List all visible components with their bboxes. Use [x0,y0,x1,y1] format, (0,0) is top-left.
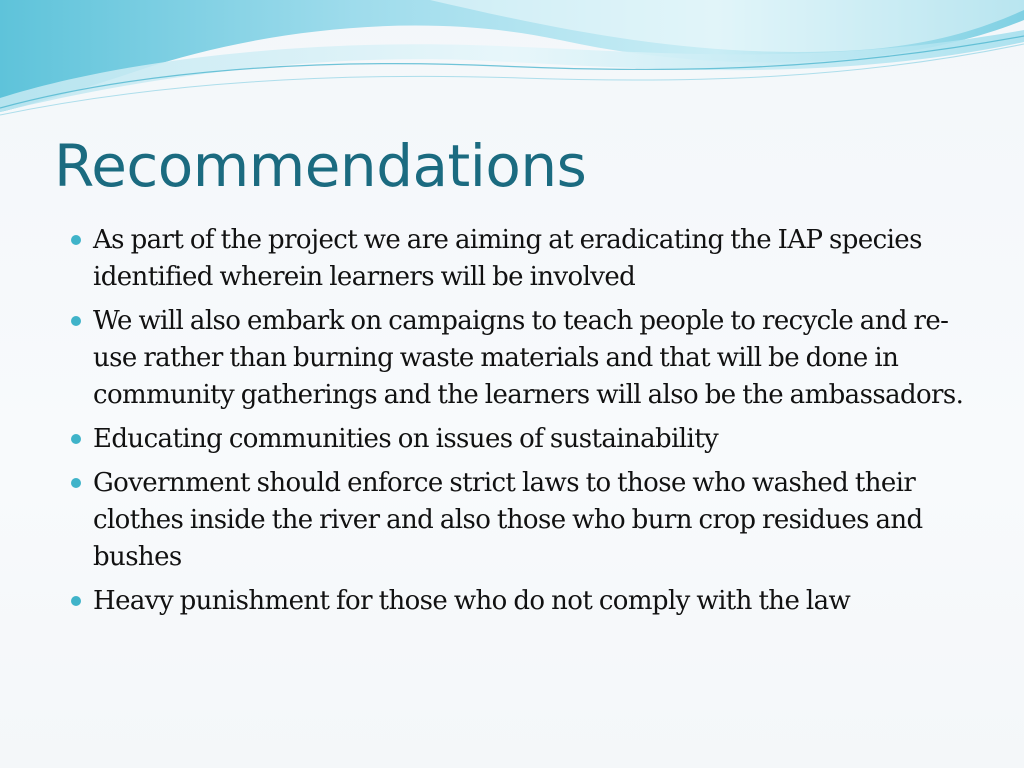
bullet-dot-icon [71,316,81,326]
bullet-text: Heavy punishment for those who do not comply with the law [93,586,851,616]
bullet-dot-icon [71,235,81,245]
bullet-item [70,465,970,576]
bullet-dot-icon [71,596,81,606]
slide-title: Recommendations [54,132,587,200]
bullet-text: We will also embark on campaigns to teach people to recycle and re-use rather than burning waste materials and that will be done in community gatherings and the learners will also be the ambassadors. [93,306,964,410]
bullet-item [70,421,970,458]
bullet-dot-icon [71,434,81,444]
bullet-item [70,303,970,414]
bullet-item [70,583,970,620]
header-wave-decoration [0,0,1024,130]
bullet-dot-icon [71,478,81,488]
bullet-list [70,222,970,627]
bullet-text: Government should enforce strict laws to those who washed their clothes inside the river and also those who burn crop residues and bushes [93,468,923,572]
bullet-text: As part of the project we are aiming at eradicating the IAP species identified wherein learners will be involved [93,225,922,292]
bullet-text: Educating communities on issues of sustainability [93,424,719,454]
bullet-item [70,222,970,296]
